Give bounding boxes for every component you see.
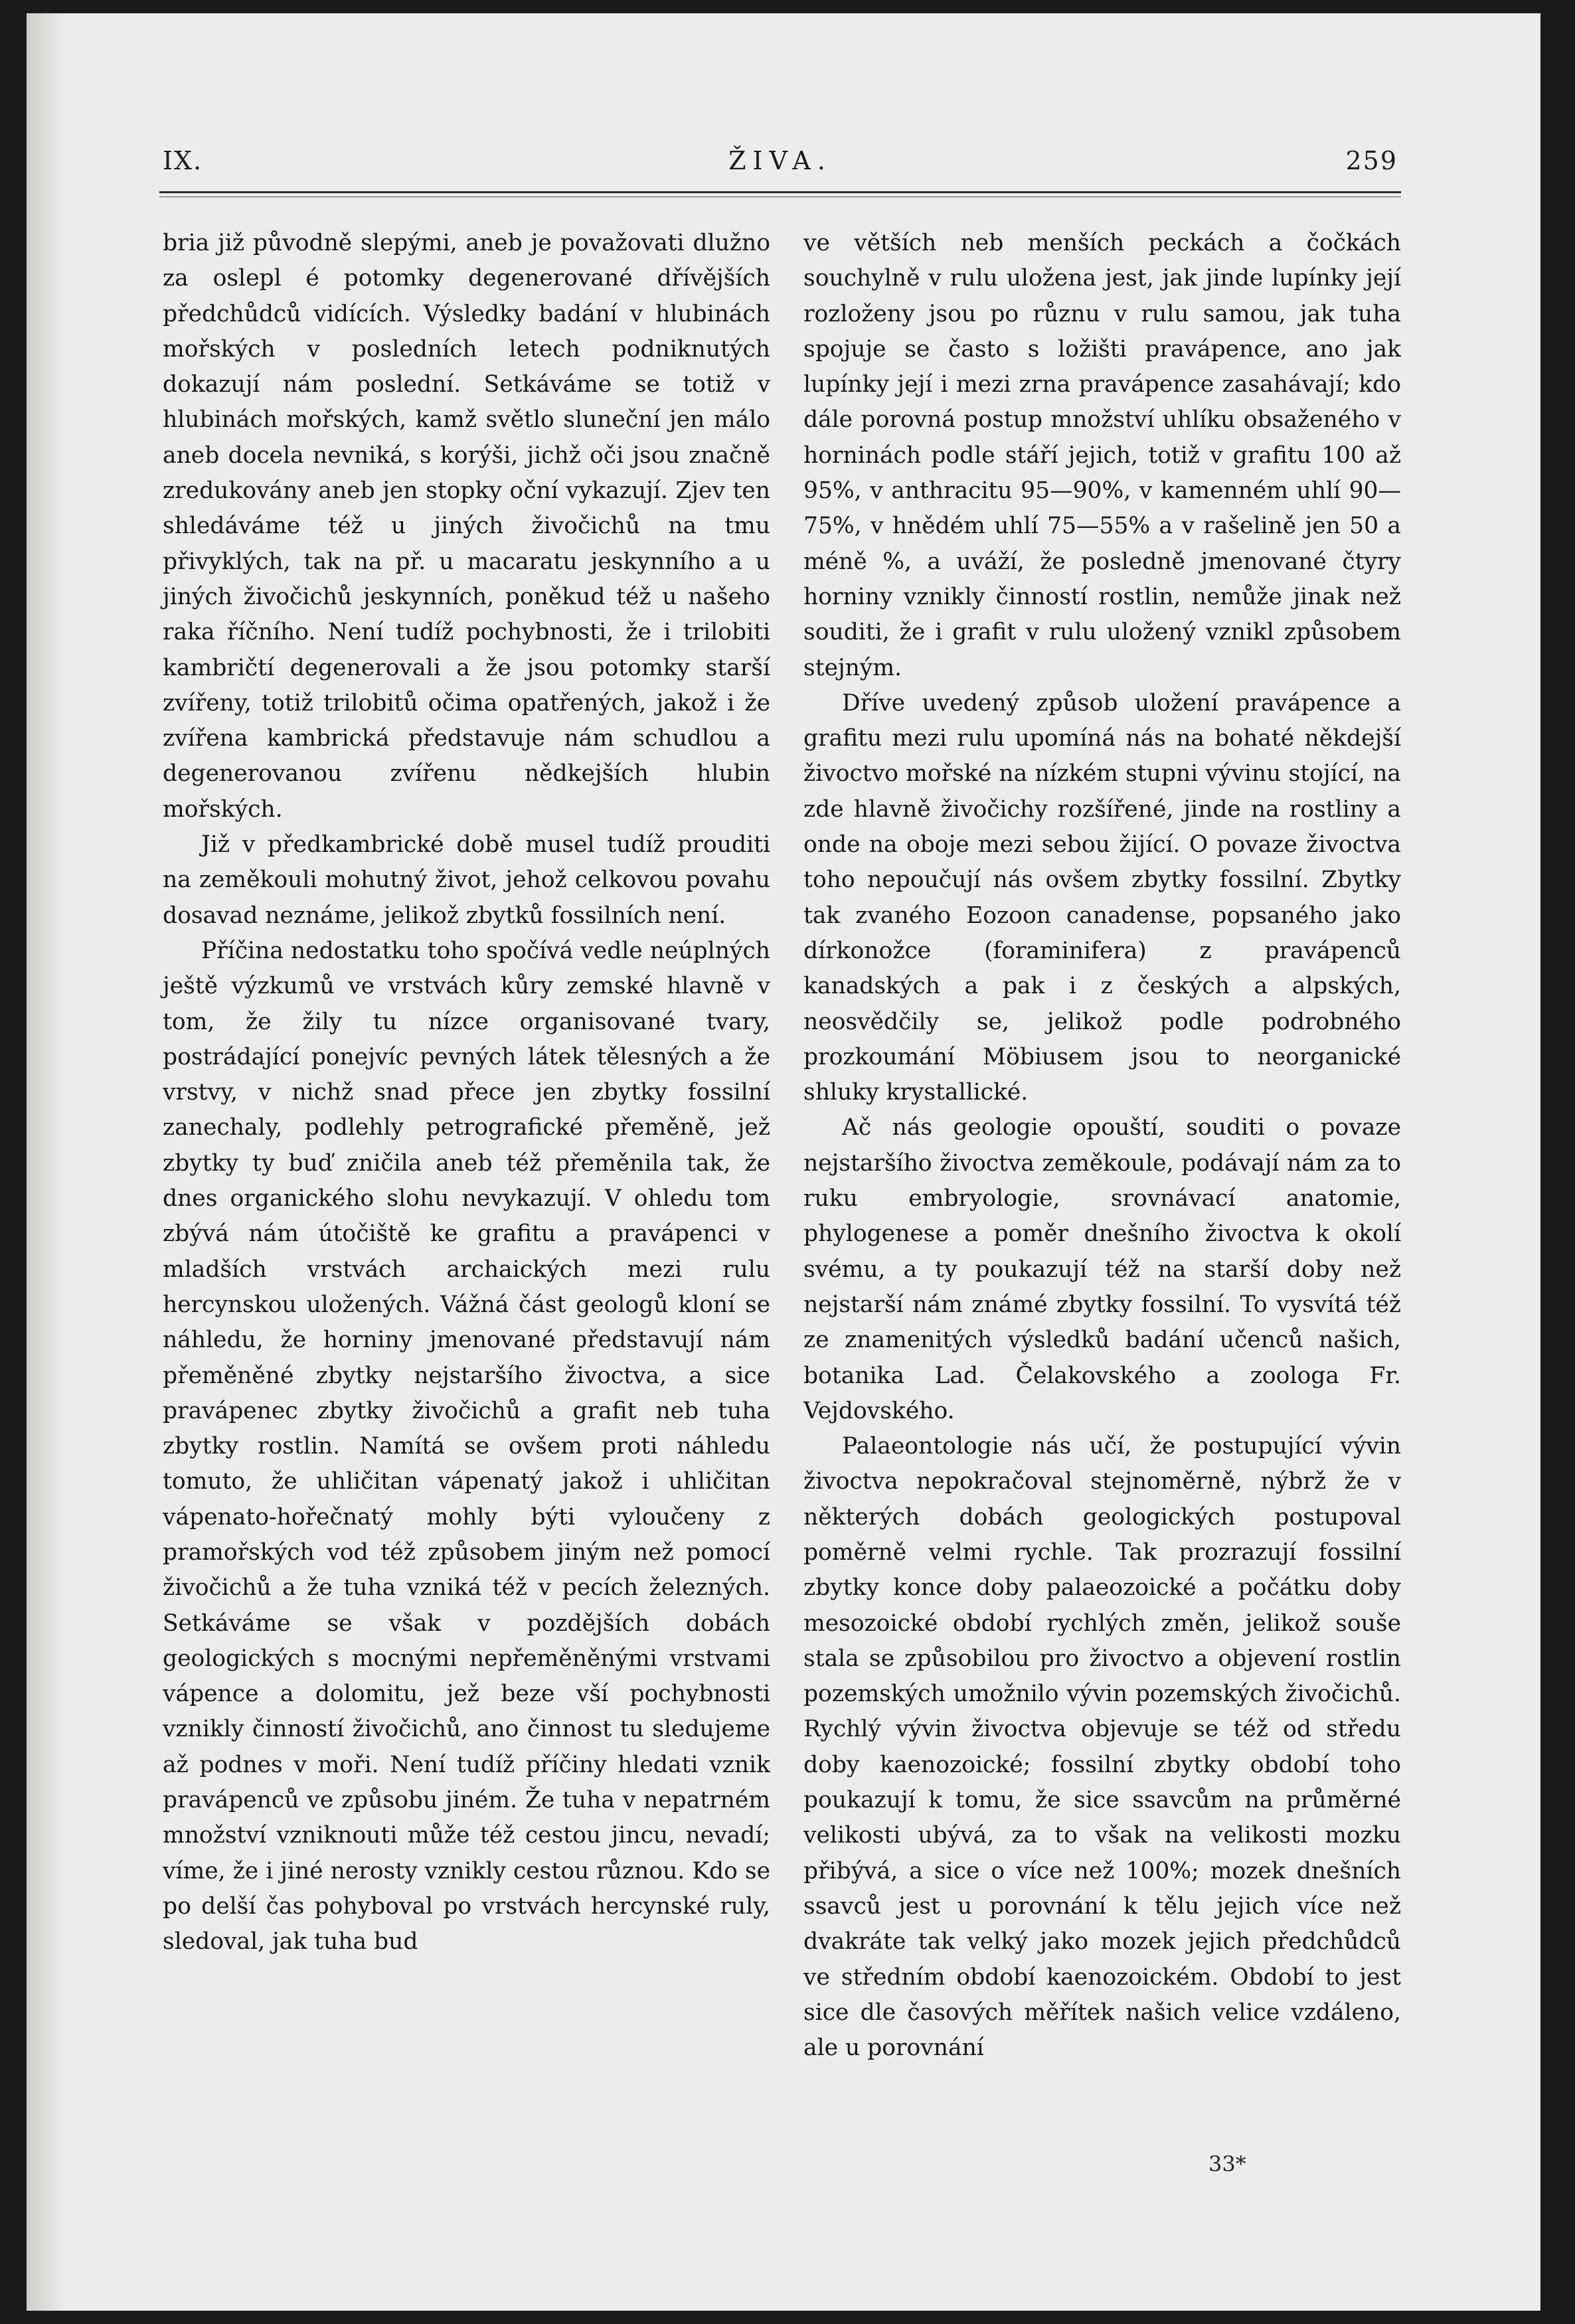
paragraph: Již v předkambrické době musel tudíž prouditi na zeměkouli mohutný život, jehož celkovou povahu dosavad neznáme, jelikož zbytků fossilních není. (163, 831, 770, 929)
book-page (27, 13, 1540, 2311)
running-header (163, 146, 1398, 186)
paragraph: ve větších neb menších peckách a čočkách souchylně v rulu uložena jest, jak jinde lupínky její rozloženy jsou po různu v rulu samou, jak tuha spojuje se často s ložišti pravápence, ano jak lupínky její i mezi zrna pravápence zasahávají; kdo dále porovná postup množství uhlíku obsaženého v horninách podle stáří jejich, totiž v grafitu 100 až 95%, v anthracitu 95—90%, v kamenném uhlí 90—75%, v hnědém uhlí 75—55% a v rašelině jen 50 a méně %, a uváží, že posledně jmenované čtyry horniny vznikly činností rostlin, nemůže jinak než souditi, že i grafit v rulu uložený vznikl způsobem stejným. (803, 230, 1401, 681)
page-number: 259 (1345, 146, 1398, 175)
paragraph: Palaeontologie nás učí, že postupující vývin živoctva nepokračoval stejnoměrně, nýbrž že v některých dobách geologických postupoval poměrně velmi rychle. Tak prozrazují fossilní zbytky konce doby palaeozoické a počátku doby mesozoické období rychlých změn, jelikož souše stala se způsobilou pro živoctvo a objevení rostlin pozemských umožnilo vývin pozemských živočichů. Rychlý vývin živoctva objevuje se též od středu doby kaenozoické; fossilní zbytky období toho poukazují k tomu, že sice ssavcům na průměrné velikosti ubývá, za to však na velikosti mozku přibývá, a sice o více než 100%; mozek dnešních ssavců jest u porovnání k tělu jejich více než dvakráte tak velký jako mozek jejich předchůdců ve středním období kaenozoickém. Období to jest sice dle časových měřítek našich velice vzdáleno, ale u porovnání (803, 1433, 1401, 2062)
signature-mark: 33* (1208, 2151, 1246, 2177)
left-column (163, 226, 770, 1960)
right-column (803, 226, 1401, 2066)
paragraph: Dříve uvedený způsob uložení pravápence a grafitu mezi rulu upomíná nás na bohaté někdejší živoctvo mořské na nízkém stupni vývinu stojící, na zde hlavně živočichy rozšířené, jinde na rostliny a onde na oboje mezi sebou žijící. O povaze živoctva toho nepoučují nás ovšem zbytky fossilní. Zbytky tak zvaného Eozoon canadense, popsaného jako dírkonožce (foraminifera) z pravápenců kanadských a pak i z českých a alpských, neosvědčily se, jelikož podle podrobného prozkoumání Möbiusem jsou to neorganické shluky krystallické. (803, 689, 1401, 1106)
header-rule (159, 191, 1401, 193)
paragraph: bria již původně slepými, aneb je považovati dlužno za oslepl é potomky degenerované dřívějších předchůdců vidících. Výsledky badání v hlubinách mořských v posledních letech podniknutých dokazují nám poslední. Setkáváme se totiž v hlubinách mořských, kamž světlo sluneční jen málo aneb docela nevniká, s korýši, jichž oči jsou značně zredukovány aneb jen stopky oční vykazují. Zjev ten shledáváme též u jiných živočichů na tmu přivyklých, tak na př. u macaratu jeskynního a u jiných živočichů jeskynních, poněkud též u našeho raka říčního. Není tudíž pochybnosti, že i trilobiti kambričtí degenerovali a že jsou potomky starší zvířeny, totiž trilobitů očima opatřených, jakož i že zvířena kambrická představuje nám schudlou a degenerovanou zvířenu nědkejších hlubin mořských. (163, 230, 770, 823)
volume-number: IX. (163, 146, 203, 175)
paragraph: Příčina nedostatku toho spočívá vedle neúplných ještě výzkumů ve vrstvách kůry zemské hlavně v tom, že žily tu nízce organisované tvary, postrádající ponejvíc pevných látek tělesných a že vrstvy, v nichž snad přece jen zbytky fossilní zanechaly, podlehly petrografické přeměně, jež zbytky ty buď zničila aneb též přeměnila tak, že dnes organického slohu nevykazují. V ohledu tom zbývá nám útočiště ke grafitu a pravápenci v mladších vrstvách archaických mezi rulu hercynskou uložených. Vážná část geologů kloní se náhledu, že horniny jmenované představují nám přeměněné zbytky nejstaršího živoctva, a sice pravápenec zbytky živočichů a grafit neb tuha zbytky rostlin. Namítá se ovšem proti náhledu tomuto, že uhličitan vápenatý jakož i uhličitan vápenato-hořečnatý mohly býti vyloučeny z pramořských vod též způsobem jiným než pomocí živočichů a že tuha vzniká též v pecích železných. Setkáváme se však v pozdějších dobách geologických s mocnými nepřeměněnými vrstvami vápence a dolomitu, jež beze vší pochybnosti vznikly činností živočichů, ano činnost tu sledujeme až podnes v moři. Není tudíž příčiny hledati vznik pravápenců ve způsobu jiném. Že tuha v nepatrném množství vzniknouti může též cestou jincu, nevadí; víme, že i jiné nerosty vznikly cestou různou. Kdo se po delší čas pohyboval po vrstvách hercynské ruly, sledoval, jak tuha bud (163, 937, 770, 1955)
journal-title: ŽIVA. (728, 146, 832, 175)
paragraph: Ač nás geologie opouští, souditi o povaze nejstaršího živoctva zeměkoule, podávají nám za to ruku embryologie, srovnávací anatomie, phylogenese a poměr dnešního živoctva k okolí svému, a ty poukazují též na starší doby než nejstarší nám známé zbytky fossilní. To vysvítá též ze znamenitých výsledků badání učenců našich, botanika Lad. Čelakovského a zoologa Fr. Vejdovského. (803, 1114, 1401, 1424)
